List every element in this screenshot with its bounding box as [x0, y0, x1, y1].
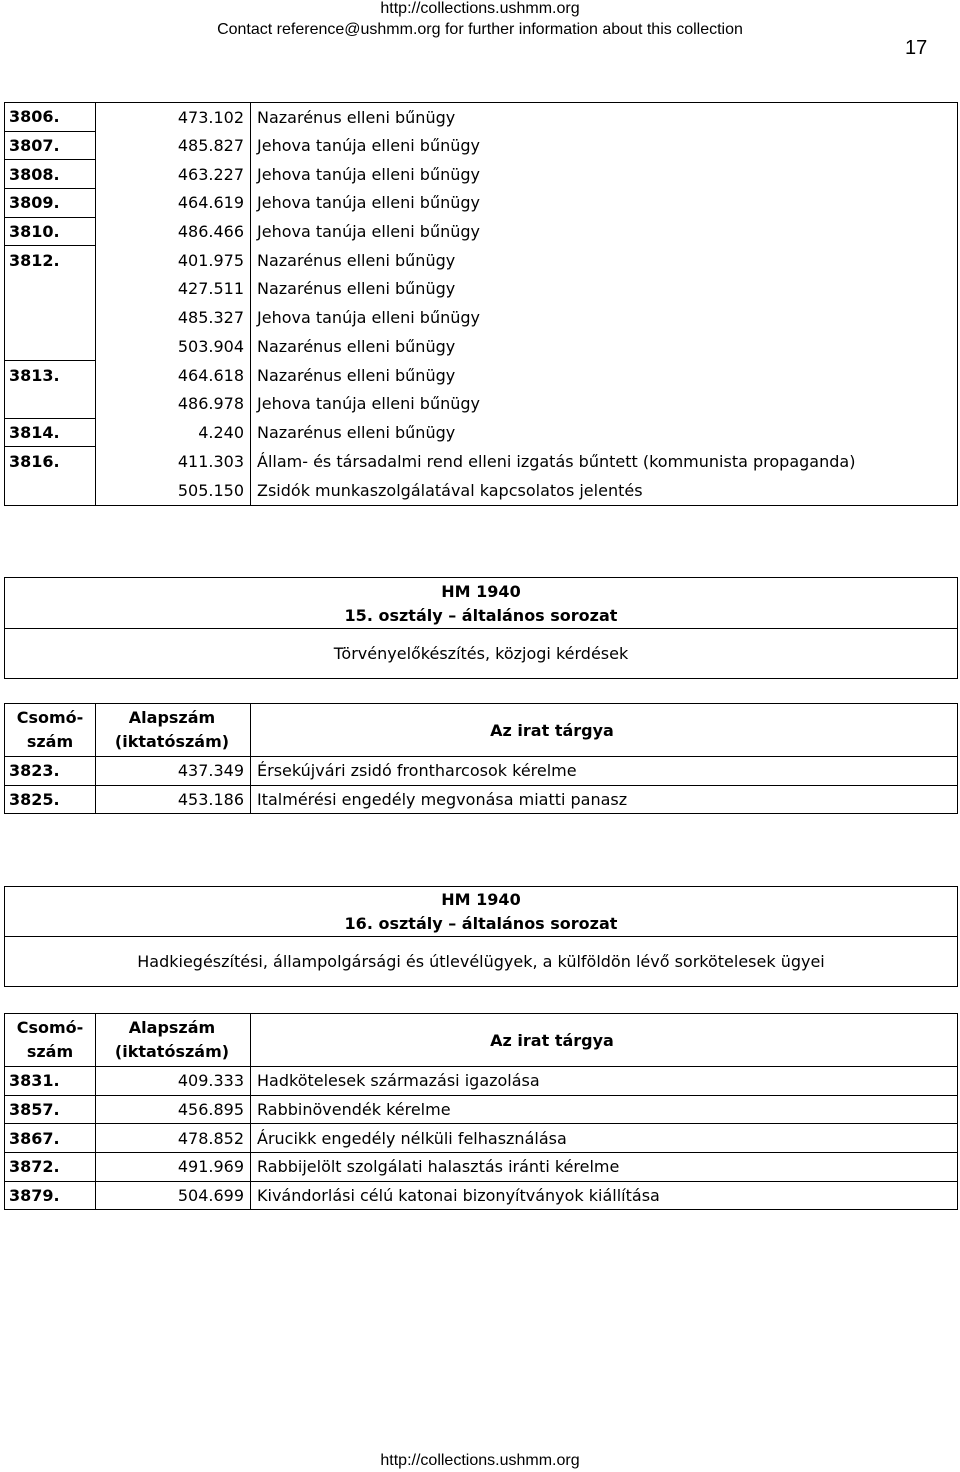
table-row: [5, 757, 958, 786]
table-row: [5, 389, 958, 418]
record-number-cell: 3810.: [5, 217, 96, 246]
base-number-cell: 437.349: [96, 757, 251, 786]
table-row: [5, 131, 958, 160]
base-number-cell: 463.227: [96, 160, 251, 189]
table-row: [5, 1095, 958, 1124]
table-row: [5, 246, 958, 275]
section-15-table: [4, 703, 958, 814]
subject-cell: Árucikk engedély nélküli felhasználása: [251, 1124, 958, 1153]
record-number-cell: 3809.: [5, 189, 96, 218]
records-table-top: [4, 102, 958, 506]
subject-cell: Érsekújvári zsidó frontharcosok kérelme: [251, 757, 958, 786]
table-row: [5, 160, 958, 189]
section-15-subtitle: 15. osztály – általános sorozat: [344, 606, 618, 625]
table-row: [5, 418, 958, 447]
base-number-cell: 504.699: [96, 1181, 251, 1210]
subject-cell: Hadkötelesek származási igazolása: [251, 1067, 958, 1096]
base-number-cell: 505.150: [96, 475, 251, 505]
record-number-cell: [5, 275, 96, 304]
base-number-cell: 485.827: [96, 131, 251, 160]
section-16-header: [4, 886, 958, 987]
record-number-cell: 3823.: [5, 757, 96, 786]
base-number-cell: 486.978: [96, 389, 251, 418]
subject-cell: Rabbijelölt szolgálati halasztás iránti kérelme: [251, 1153, 958, 1182]
record-number-cell: 3813.: [5, 361, 96, 390]
subject-cell: Állam- és társadalmi rend elleni izgatás bűntett (kommunista propaganda): [251, 447, 958, 476]
table-row: [5, 785, 958, 814]
col-header-alapszam: Alapszám (iktatószám): [96, 1014, 251, 1067]
section-15-description: Törvényelőkészítés, közjogi kérdések: [5, 628, 957, 678]
column-header-row: [5, 704, 958, 757]
record-number-cell: 3831.: [5, 1067, 96, 1096]
base-number-cell: 453.186: [96, 785, 251, 814]
section-15-header: [4, 577, 958, 679]
record-number-cell: 3816.: [5, 447, 96, 476]
record-number-cell: 3807.: [5, 131, 96, 160]
subject-cell: Nazarénus elleni bűnügy: [251, 275, 958, 304]
record-number-cell: 3857.: [5, 1095, 96, 1124]
table-row: [5, 189, 958, 218]
subject-cell: Jehova tanúja elleni bűnügy: [251, 160, 958, 189]
record-number-cell: [5, 303, 96, 332]
subject-cell: Nazarénus elleni bűnügy: [251, 103, 958, 132]
subject-cell: Zsidók munkaszolgálatával kapcsolatos jelentés: [251, 475, 958, 505]
table-row: [5, 1181, 958, 1210]
base-number-cell: 503.904: [96, 332, 251, 361]
subject-cell: Nazarénus elleni bűnügy: [251, 418, 958, 447]
table-row: [5, 361, 958, 390]
header-url: http://collections.ushmm.org: [380, 0, 580, 17]
table-row: [5, 1124, 958, 1153]
base-number-cell: 478.852: [96, 1124, 251, 1153]
record-number-cell: [5, 475, 96, 505]
col-header-targy: Az irat tárgya: [251, 704, 958, 757]
table-row: [5, 447, 958, 476]
col-header-alapszam: Alapszám (iktatószám): [96, 704, 251, 757]
table-row: [5, 303, 958, 332]
record-number-cell: 3825.: [5, 785, 96, 814]
record-number-cell: 3808.: [5, 160, 96, 189]
base-number-cell: 409.333: [96, 1067, 251, 1096]
table-row: [5, 475, 958, 505]
subject-cell: Jehova tanúja elleni bűnügy: [251, 189, 958, 218]
section-16-subtitle: 16. osztály – általános sorozat: [344, 914, 618, 933]
footer-url: http://collections.ushmm.org: [380, 1452, 580, 1469]
subject-cell: Nazarénus elleni bűnügy: [251, 332, 958, 361]
base-number-cell: 427.511: [96, 275, 251, 304]
table-row: [5, 103, 958, 132]
table-row: [5, 1153, 958, 1182]
page-number: 17: [905, 37, 928, 59]
header-contact: Contact reference@ushmm.org for further information about this collection: [217, 21, 743, 38]
table-row: [5, 217, 958, 246]
record-number-cell: 3872.: [5, 1153, 96, 1182]
column-header-row: [5, 1014, 958, 1067]
table-row: [5, 1067, 958, 1096]
section-16-table: [4, 1013, 958, 1210]
section-16-title: HM 1940: [441, 890, 521, 909]
base-number-cell: 411.303: [96, 447, 251, 476]
subject-cell: Nazarénus elleni bűnügy: [251, 361, 958, 390]
record-number-cell: 3812.: [5, 246, 96, 275]
col-header-csomoszam: Csomó- szám: [5, 1014, 96, 1067]
col-header-targy: Az irat tárgya: [251, 1014, 958, 1067]
record-number-cell: 3879.: [5, 1181, 96, 1210]
base-number-cell: 473.102: [96, 103, 251, 132]
table-row: [5, 332, 958, 361]
base-number-cell: 464.618: [96, 361, 251, 390]
record-number-cell: 3867.: [5, 1124, 96, 1153]
subject-cell: Jehova tanúja elleni bűnügy: [251, 389, 958, 418]
record-number-cell: [5, 332, 96, 361]
subject-cell: Italmérési engedély megvonása miatti panasz: [251, 785, 958, 814]
subject-cell: Jehova tanúja elleni bűnügy: [251, 217, 958, 246]
subject-cell: Rabbinövendék kérelme: [251, 1095, 958, 1124]
col-header-csomoszam: Csomó- szám: [5, 704, 96, 757]
base-number-cell: 486.466: [96, 217, 251, 246]
subject-cell: Jehova tanúja elleni bűnügy: [251, 131, 958, 160]
record-number-cell: 3814.: [5, 418, 96, 447]
base-number-cell: 4.240: [96, 418, 251, 447]
base-number-cell: 491.969: [96, 1153, 251, 1182]
subject-cell: Kivándorlási célú katonai bizonyítványok kiállítása: [251, 1181, 958, 1210]
record-number-cell: 3806.: [5, 103, 96, 132]
subject-cell: Nazarénus elleni bűnügy: [251, 246, 958, 275]
record-number-cell: [5, 389, 96, 418]
base-number-cell: 464.619: [96, 189, 251, 218]
base-number-cell: 485.327: [96, 303, 251, 332]
section-15-title: HM 1940: [441, 582, 521, 601]
subject-cell: Jehova tanúja elleni bűnügy: [251, 303, 958, 332]
base-number-cell: 456.895: [96, 1095, 251, 1124]
table-row: [5, 275, 958, 304]
section-16-description: Hadkiegészítési, állampolgársági és útlevélügyek, a külföldön lévő sorkötelesek ügyei: [5, 936, 957, 986]
base-number-cell: 401.975: [96, 246, 251, 275]
